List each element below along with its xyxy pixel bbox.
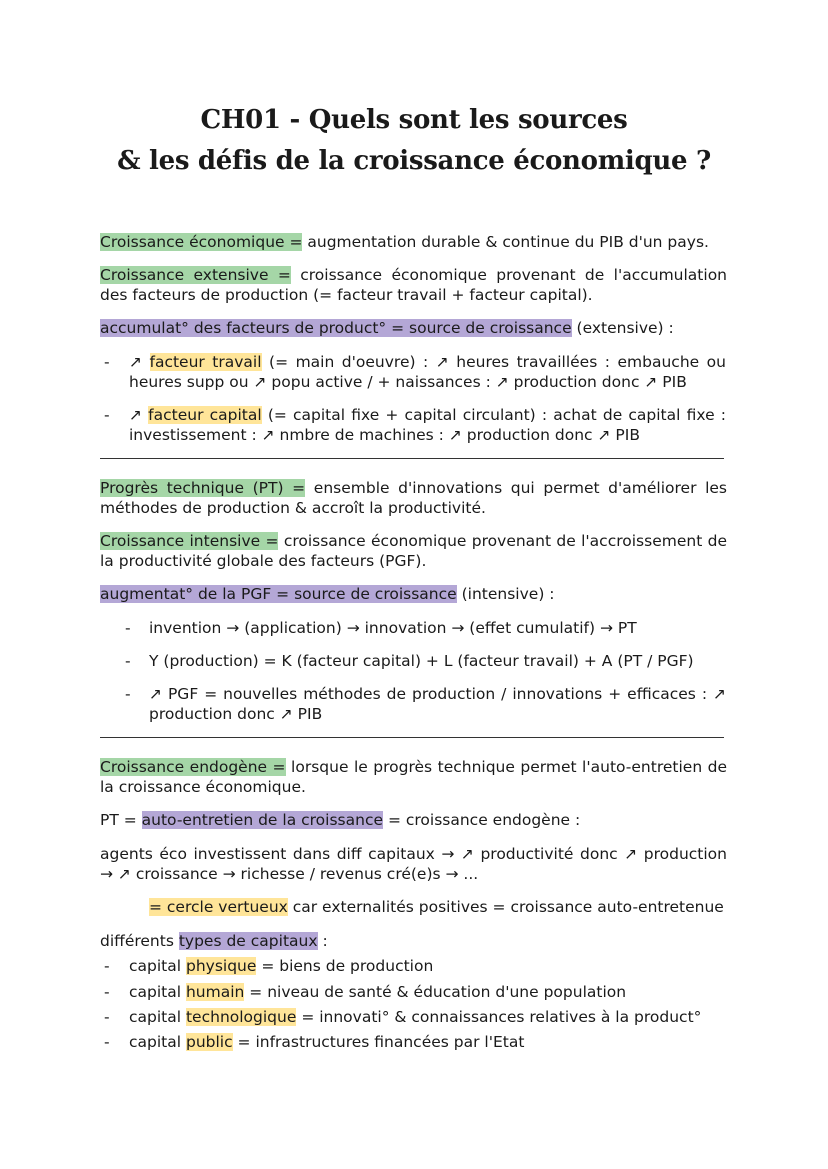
source-intensive-heading: augmentat° de la PGF = source de croissance (intensive) : [100,585,555,603]
source-extensive-heading: accumulat° des facteurs de product° = source de croissance (extensive) : [100,319,674,337]
list-item: capital public = infrastructures financées par l'Etat [129,1033,525,1051]
bullet-dash: - [104,1008,110,1026]
list-item: invention → (application) → innovation → (effet cumulatif) → PT [149,619,637,637]
list-item: capital physique = biens de production [129,957,434,975]
list-item: capital humain = niveau de santé & éducation d'une population [129,983,627,1001]
key-highlight: physique [185,957,257,975]
key-highlight: humain [185,983,245,1001]
bullet-dash: - [125,652,131,670]
section-divider [100,737,724,738]
bullet-dash: - [104,983,110,1001]
list-item: ↗ facteur capital (= capital fixe + capital circulant) : achat de capital fixe : investissement : ↗ nmbre de machines : ↗ production donc ↗ PIB [129,406,726,444]
bullet-dash: - [104,353,110,371]
term-highlight: auto-entretien de la croissance [141,811,384,829]
key-highlight: facteur travail [149,353,262,371]
term-highlight: Croissance extensive = [100,266,291,284]
definition-croissance-economique: Croissance économique = augmentation durable & continue du PIB d'un pays. [100,233,709,251]
list-item: ↗ facteur travail (= main d'oeuvre) : ↗ heures travaillées : embauche ou heures supp ou ↗ popu active / + naissances : ↗ production donc ↗ PIB [129,353,726,391]
term-highlight: accumulat° des facteurs de product° = source de croissance [100,319,572,337]
key-highlight: public [185,1033,233,1051]
page-title: CH01 - Quels sont les sources [200,105,628,135]
pt-auto-entretien: PT = auto-entretien de la croissance = croissance endogène : [100,811,581,829]
term-highlight: Croissance économique = [100,233,303,251]
list-item: ↗ PGF = nouvelles méthodes de production / innovations + efficaces : ↗ production donc ↗ PIB [149,685,726,723]
definition-croissance-extensive: Croissance extensive = croissance économique provenant de l'accumulation des facteurs de production (= facteur travail + facteur capital). [100,266,727,304]
definition-croissance-endogene: Croissance endogène = lorsque le progrès technique permet l'auto-entretien de la croissance économique. [100,758,727,796]
page-subtitle: & les défis de la croissance économique ? [117,146,711,176]
bullet-dash: - [125,619,131,637]
term-highlight: Croissance endogène = [100,758,286,776]
section-divider [100,458,724,459]
key-highlight: technologique [185,1008,297,1026]
agents-investment-chain: agents éco investissent dans diff capitaux → ↗ productivité donc ↗ production → ↗ croissance → richesse / revenus cré(e)s → ... [100,845,727,883]
bullet-dash: - [104,406,110,424]
bullet-dash: - [104,957,110,975]
cercle-vertueux: = cercle vertueux car externalités positives = croissance auto-entretenue [149,898,724,916]
key-highlight: = cercle vertueux [149,898,288,916]
definition-progres-technique: Progrès technique (PT) = ensemble d'innovations qui permet d'améliorer les méthodes de production & accroît la productivité. [100,479,727,517]
list-item: capital technologique = innovati° & connaissances relatives à la product° [129,1008,702,1026]
key-highlight: facteur capital [148,406,262,424]
term-highlight: types de capitaux [178,932,318,950]
bullet-dash: - [125,685,131,703]
types-capitaux-heading: différents types de capitaux : [100,932,328,950]
term-highlight: augmentat° de la PGF = source de croissance [100,585,457,603]
term-highlight: Progrès technique (PT) = [100,479,306,497]
term-highlight: Croissance intensive = [100,532,279,550]
definition-croissance-intensive: Croissance intensive = croissance économique provenant de l'accroissement de la productivité globale des facteurs (PGF). [100,532,727,570]
bullet-dash: - [104,1033,110,1051]
list-item: Y (production) = K (facteur capital) + L (facteur travail) + A (PT / PGF) [149,652,694,670]
